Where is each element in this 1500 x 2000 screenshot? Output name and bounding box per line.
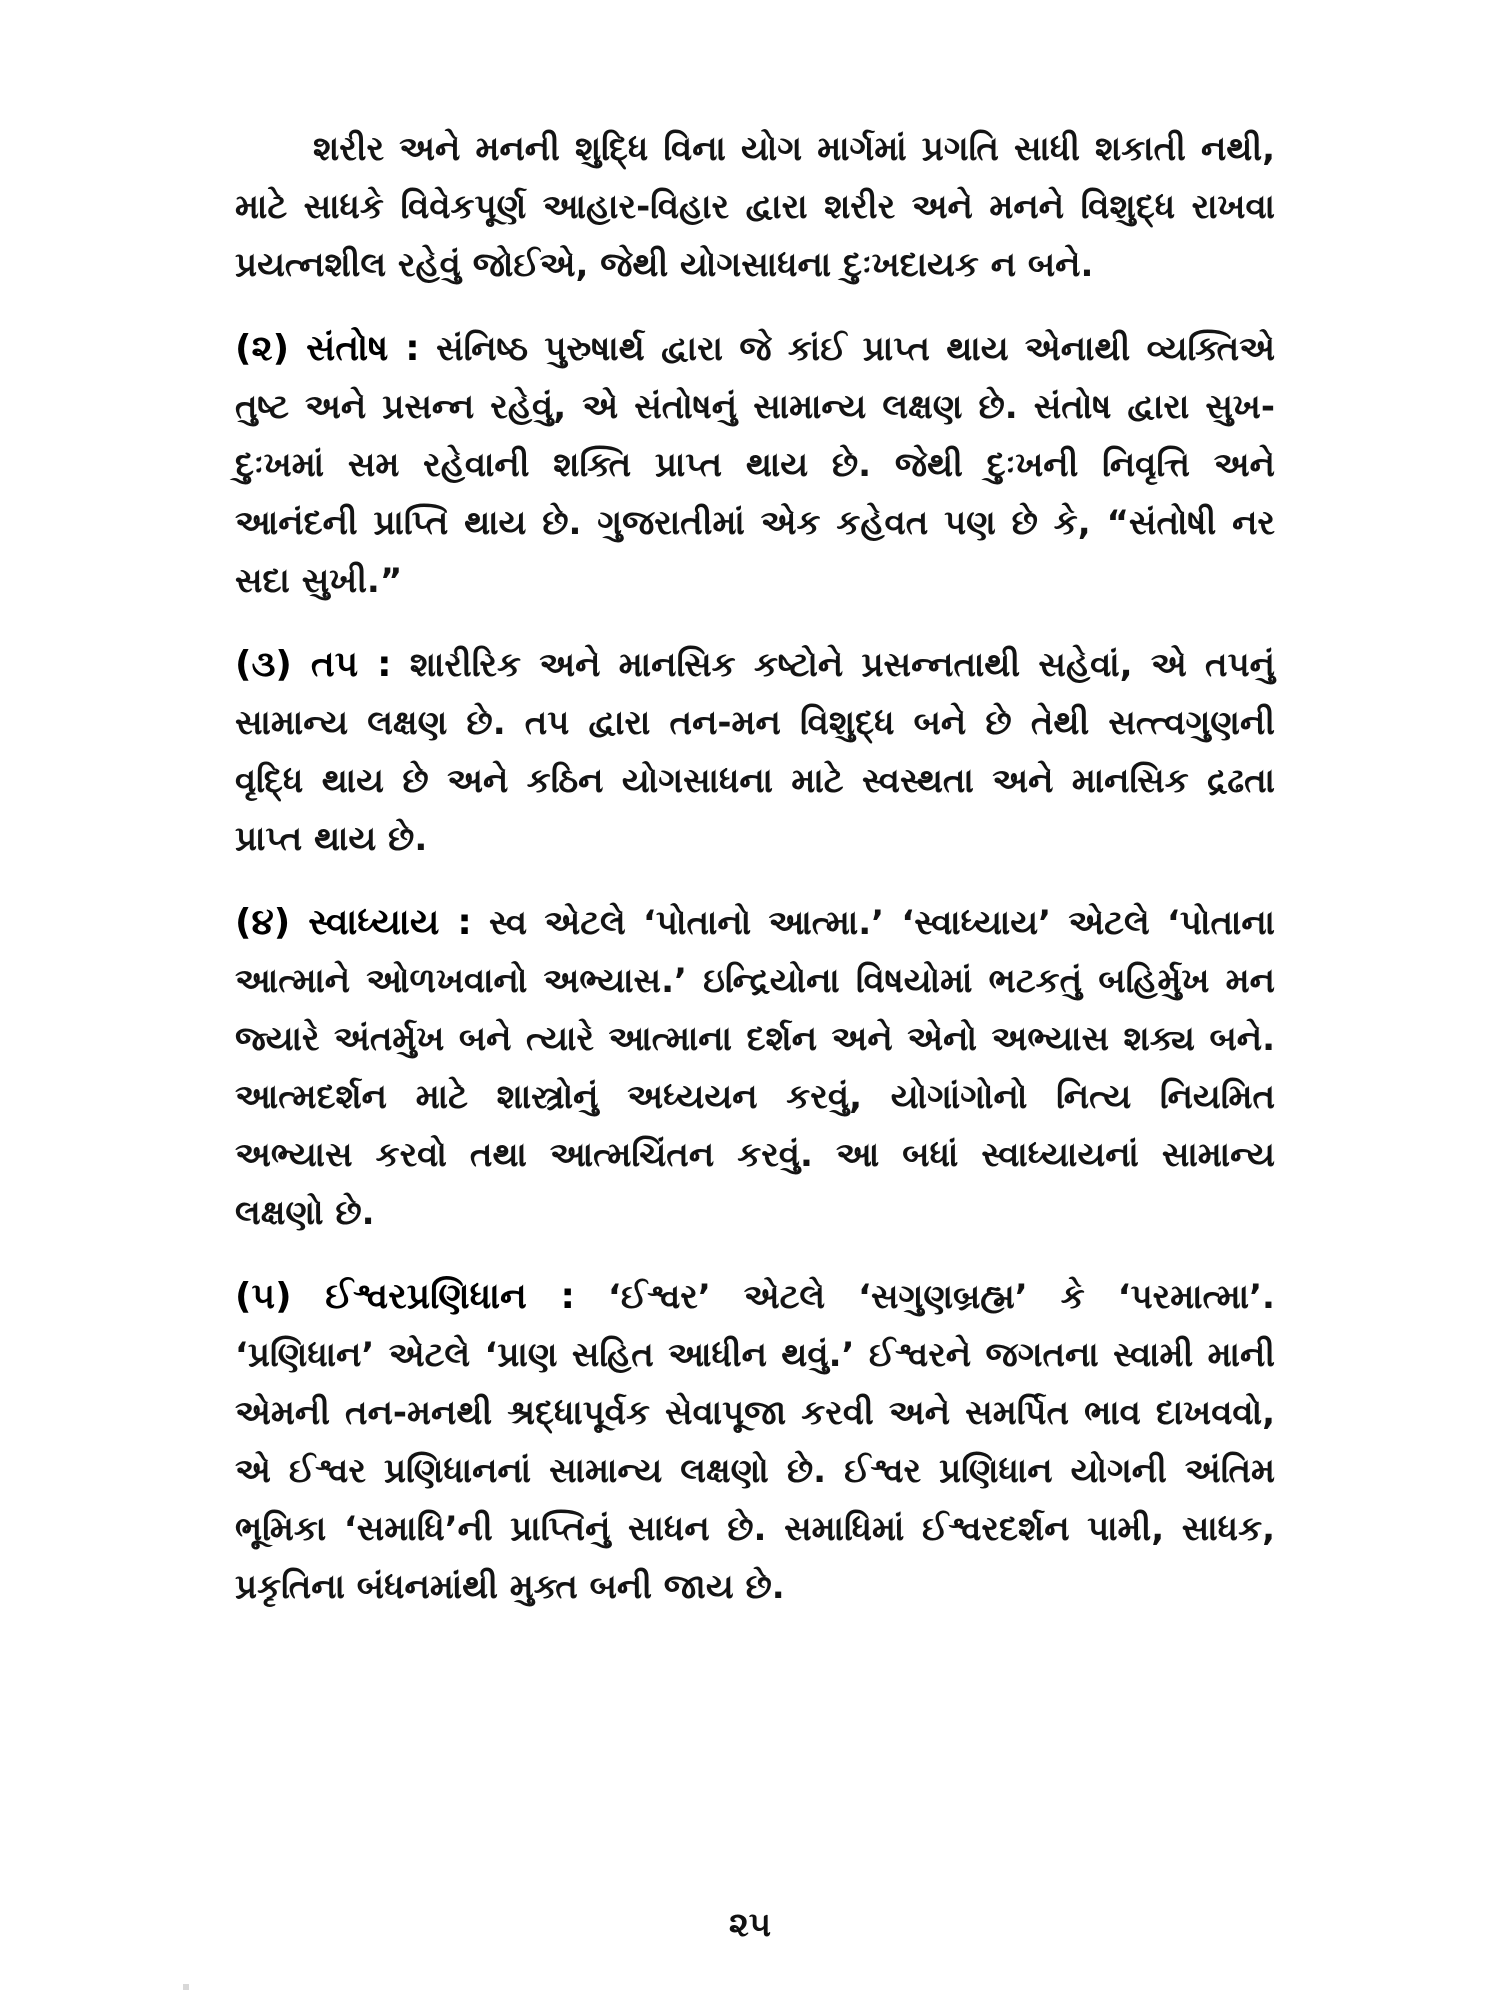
section-santosh — [235, 320, 1275, 610]
section-swadhyay — [235, 894, 1275, 1242]
section-heading-tap: (૩) તપ : — [235, 644, 392, 685]
body-text — [235, 120, 1275, 1642]
section-ishwarpranidhan — [235, 1268, 1275, 1616]
section-tap — [235, 636, 1275, 868]
section-heading-swadhyay: (૪) સ્વાધ્યાય : — [235, 902, 472, 943]
section-text-santosh: સંનિષ્ઠ પુરુષાર્થ દ્વારા જે કાંઈ પ્રાપ્ત થાય એનાથી વ્યક્તિએ તુષ્ટ અને પ્રસન્ન રહેવું, એ સંતોષનું સામાન્ય લક્ષણ છે. સંતોષ દ્વારા સુખ-દુઃખમાં સમ રહેવાની શક્તિ પ્રાપ્ત થાય છે. જેથી દુઃખની નિવૃત્તિ અને આનંદની પ્રાપ્તિ થાય છે. ગુજરાતીમાં એક કહેવત પણ છે કે, “સંતોષી નર સદા સુખી.” — [235, 329, 1276, 601]
section-text-swadhyay: સ્વ એટલે ‘પોતાનો આત્મા.’ ‘સ્વાધ્યાય’ એટલે ‘પોતાના આત્માને ઓળખવાનો અભ્યાસ.’ ઇન્દ્રિયોના વિષયોમાં ભટકતું બહિર્મુખ મન જ્યારે અંતર્મુખ બને ત્યારે આત્માના દર્શન અને એનો અભ્યાસ શક્ય બને. આત્મદર્શન માટે શાસ્ત્રોનું અધ્યયન કરવું, યોગાંગોનો નિત્ય નિયમિત અભ્યાસ કરવો તથા આત્મચિંતન કરવું. આ બધાં સ્વાધ્યાયનાં સામાન્ય લક્ષણો છે. — [235, 903, 1275, 1233]
scan-artifact — [183, 1984, 189, 1990]
intro-paragraph: શરીર અને મનની શુદ્ધિ વિના યોગ માર્ગમાં પ્રગતિ સાધી શકાતી નથી, માટે સાધકે વિવેકપૂર્ણ આહાર-વિહાર દ્વારા શરીર અને મનને વિશુદ્ધ રાખવા પ્રયત્નશીલ રહેવું જોઈએ, જેથી યોગસાધના દુઃખદાયક ન બને. — [235, 129, 1275, 285]
section-heading-ishwarpranidhan: (૫) ઈશ્વરપ્રણિધાન : — [235, 1276, 575, 1317]
section-heading-santosh: (૨) સંતોષ : — [235, 328, 420, 369]
section-text-tap: શારીરિક અને માનસિક કષ્ટોને પ્રસન્નતાથી સહેવાં, એ તપનું સામાન્ય લક્ષણ છે. તપ દ્વારા તન-મન વિશુદ્ધ બને છે તેથી સત્ત્વગુણની વૃદ્ધિ થાય છે અને કઠિન યોગસાધના માટે સ્વસ્થતા અને માનસિક દ્રઢતા પ્રાપ્ત થાય છે. — [235, 645, 1275, 859]
page-number: ૨૫ — [728, 1905, 772, 1945]
section-text-ishwarpranidhan: ‘ઈશ્વર’ એટલે ‘સગુણબ્રહ્મ’ કે ‘પરમાત્મા’. ‘પ્રણિધાન’ એટલે ‘પ્રાણ સહિત આધીન થવું.’ ઈશ્વરને જગતના સ્વામી માની એમની તન-મનથી શ્રદ્ધાપૂર્વક સેવાપૂજા કરવી અને સમર્પિત ભાવ દાખવવો, એ ઈશ્વર પ્રણિધાનનાં સામાન્ય લક્ષણો છે. ઈશ્વર પ્રણિધાન યોગની અંતિમ ભૂમિકા ‘સમાધિ’ની પ્રાપ્તિનું સાધન છે. સમાધિમાં ઈશ્વરદર્શન પામી, સાધક, પ્રકૃતિના બંધનમાંથી મુક્ત બની જાય છે. — [235, 1277, 1275, 1607]
